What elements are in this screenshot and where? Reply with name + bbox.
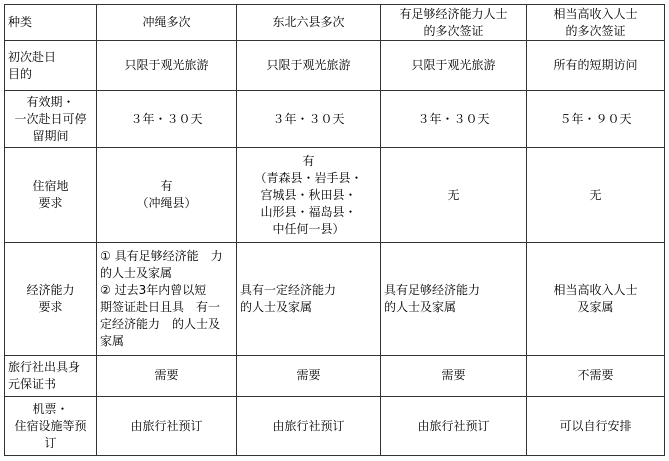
table-cell: 无 (527, 147, 665, 242)
row-label-booking: 机票・ 住宿设施等预 订 (5, 397, 97, 456)
row-label-purpose: 初次赴日 目的 (5, 41, 97, 91)
table-cell: ３年・３０天 (97, 91, 237, 148)
column-header-high-income: 相当高收入人士 的多次签证 (527, 5, 665, 41)
table-cell: ３年・３０天 (237, 91, 381, 148)
table-cell: 相当高收入人士 及家属 (527, 243, 665, 355)
table-cell: 只限于观光旅游 (237, 41, 381, 91)
table-cell: 由旅行社预订 (97, 397, 237, 456)
row-label-residence: 住宿地 要求 (5, 147, 97, 242)
table-row-purpose (5, 41, 665, 91)
table-row-validity (5, 91, 665, 148)
column-header-okinawa: 冲绳多次 (97, 5, 237, 41)
table-cell: ３年・３０天 (381, 91, 527, 148)
table-cell: 所有的短期访问 (527, 41, 665, 91)
table-cell: 需要 (381, 355, 527, 397)
column-header-sufficient-means: 有足够经济能力人士 的多次签证 (381, 5, 527, 41)
table-cell: 需要 (237, 355, 381, 397)
header-row (5, 5, 665, 41)
table-cell: ① 具有足够经济能 力 的人士及家属 ② 过去3年内曾以短 期签证赴日且具 有一 定经济能力 的人士及 家属 (97, 243, 237, 355)
table-row-residence (5, 147, 665, 242)
table-cell: 只限于观光旅游 (381, 41, 527, 91)
table-row-financial (5, 243, 665, 355)
table-cell: ５年・９０天 (527, 91, 665, 148)
table-cell: 具有一定经济能力 的人士及家属 (237, 243, 381, 355)
corner-header: 种类 (5, 5, 97, 41)
row-label-guarantee: 旅行社出具身 元保证书 (5, 355, 97, 397)
table-cell: 有 （冲绳县） (97, 147, 237, 242)
table-cell: 无 (381, 147, 527, 242)
table-row-booking (5, 397, 665, 456)
visa-comparison-table (4, 4, 665, 456)
table-cell: 只限于观光旅游 (97, 41, 237, 91)
table-cell: 不需要 (527, 355, 665, 397)
table-cell: 具有足够经济能力 的人士及家属 (381, 243, 527, 355)
row-label-validity: 有效期・ 一次赴日可停 留期间 (5, 91, 97, 148)
row-label-financial: 经济能力 要求 (5, 243, 97, 355)
table-cell: 有 （青森县・岩手县・ 宫城县・秋田县・ 山形县・福岛县・ 中任何一县） (237, 147, 381, 242)
table-cell: 需要 (97, 355, 237, 397)
column-header-tohoku: 东北六县多次 (237, 5, 381, 41)
table-cell: 由旅行社预订 (381, 397, 527, 456)
table-row-guarantee (5, 355, 665, 397)
table-cell: 可以自行安排 (527, 397, 665, 456)
table-cell: 由旅行社预订 (237, 397, 381, 456)
